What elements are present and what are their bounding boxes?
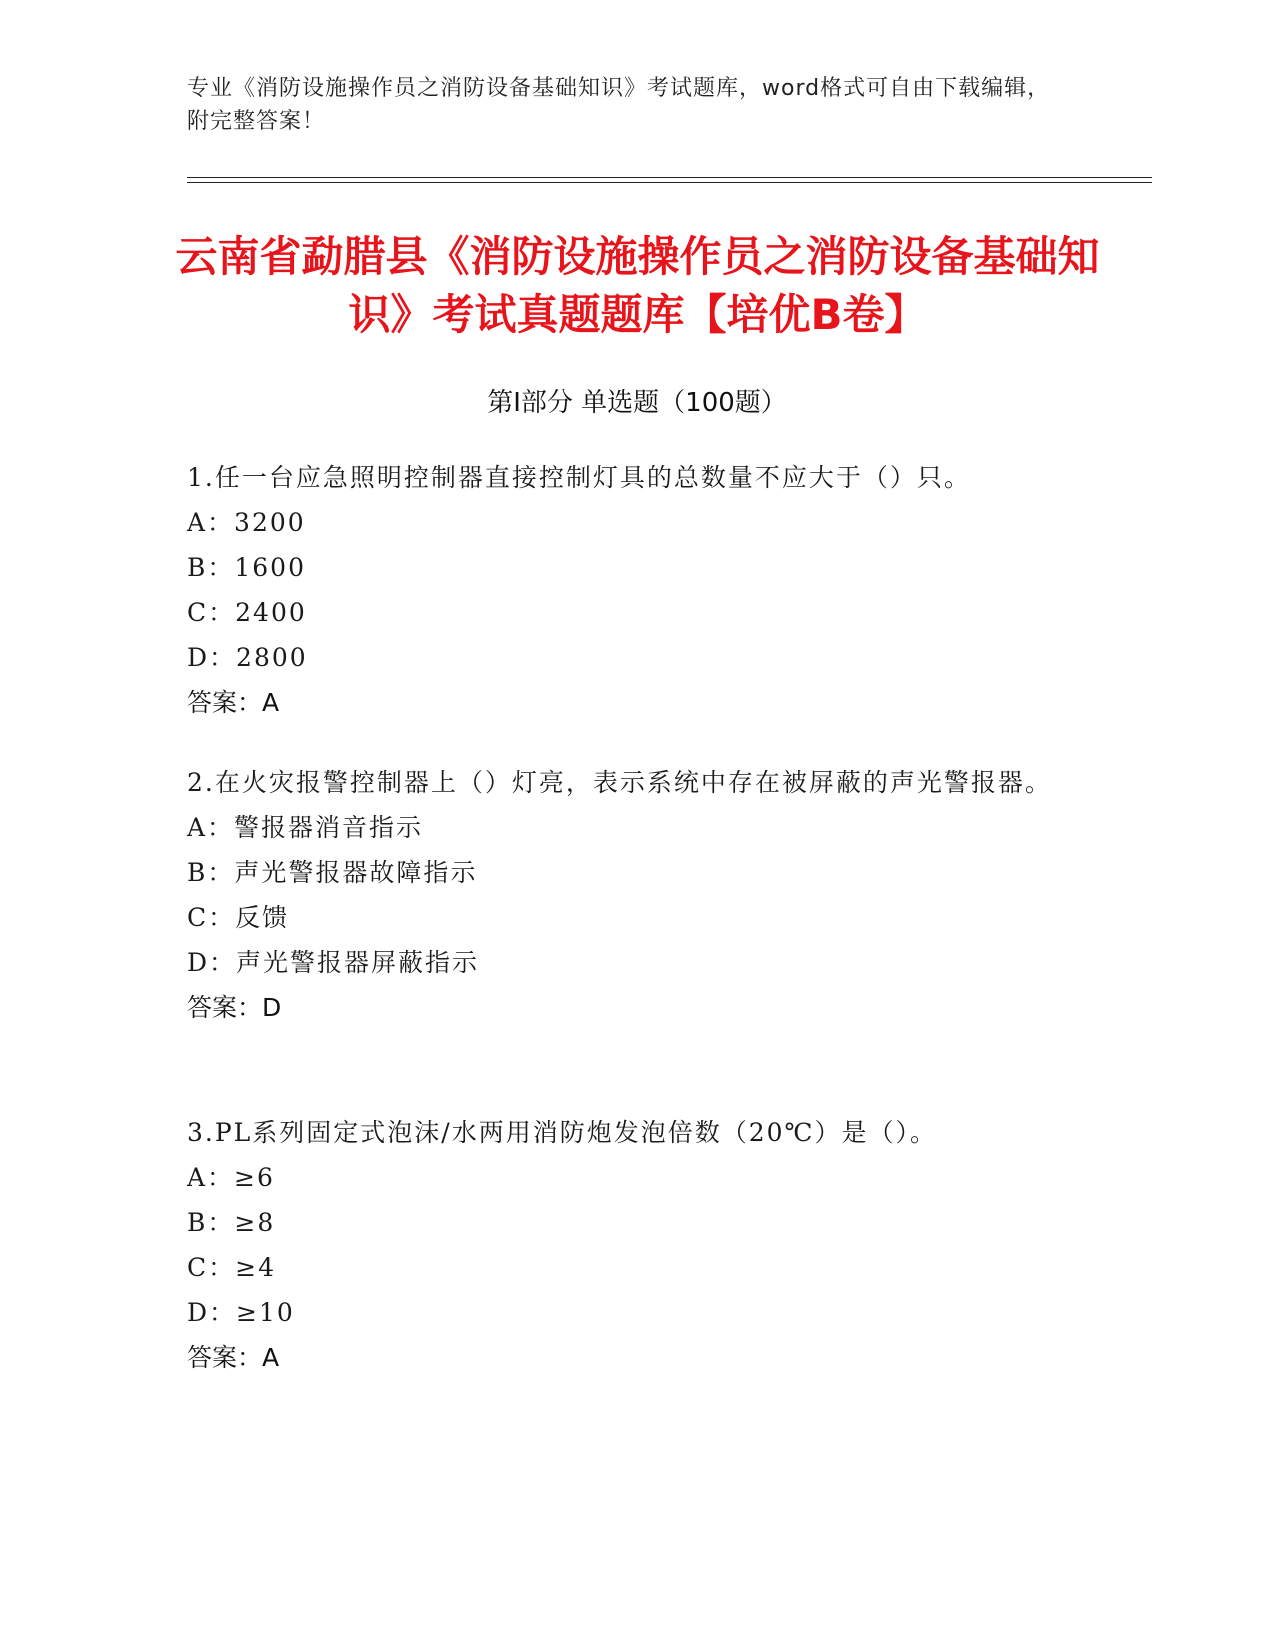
answer-line: 答案：A	[187, 1343, 280, 1372]
question-block	[187, 455, 1067, 725]
option-b: B：≥8	[187, 1208, 276, 1237]
answer-line: 答案：D	[187, 993, 282, 1022]
option-a: A：警报器消音指示	[187, 813, 424, 842]
header-rule-top	[187, 177, 1152, 178]
option-c: C：≥4	[187, 1253, 276, 1282]
option-b: B：1600	[187, 553, 306, 582]
question-stem: 1.任一台应急照明控制器直接控制灯具的总数量不应大于（）只。	[187, 463, 971, 492]
question-block	[187, 1110, 1067, 1380]
option-c: C：反馈	[187, 903, 290, 932]
option-d: D：≥10	[187, 1298, 295, 1327]
option-b: B：声光警报器故障指示	[187, 858, 478, 887]
option-c: C：2400	[187, 598, 307, 627]
option-d: D：2800	[187, 643, 308, 672]
question-stem: 2.在火灾报警控制器上（）灯亮，表示系统中存在被屏蔽的声光警报器。	[187, 768, 1052, 797]
answer-line: 答案：A	[187, 688, 280, 717]
question-block	[187, 760, 1067, 1030]
option-a: A：≥6	[187, 1163, 275, 1192]
option-d: D：声光警报器屏蔽指示	[187, 948, 480, 977]
question-stem: 3.PL系列固定式泡沫/水两用消防炮发泡倍数（20℃）是（）。	[187, 1118, 937, 1147]
section-title: 第I部分 单选题（100题）	[487, 388, 787, 418]
header-rule-bottom	[187, 182, 1152, 183]
header-note: 专业《消防设施操作员之消防设备基础知识》考试题库，word格式可自由下载编辑，附完整答案！	[187, 76, 1051, 134]
option-a: A：3200	[187, 508, 306, 537]
document-title: 云南省勐腊县《消防设施操作员之消防设备基础知识》考试真题题库【培优B卷】	[175, 232, 1100, 339]
